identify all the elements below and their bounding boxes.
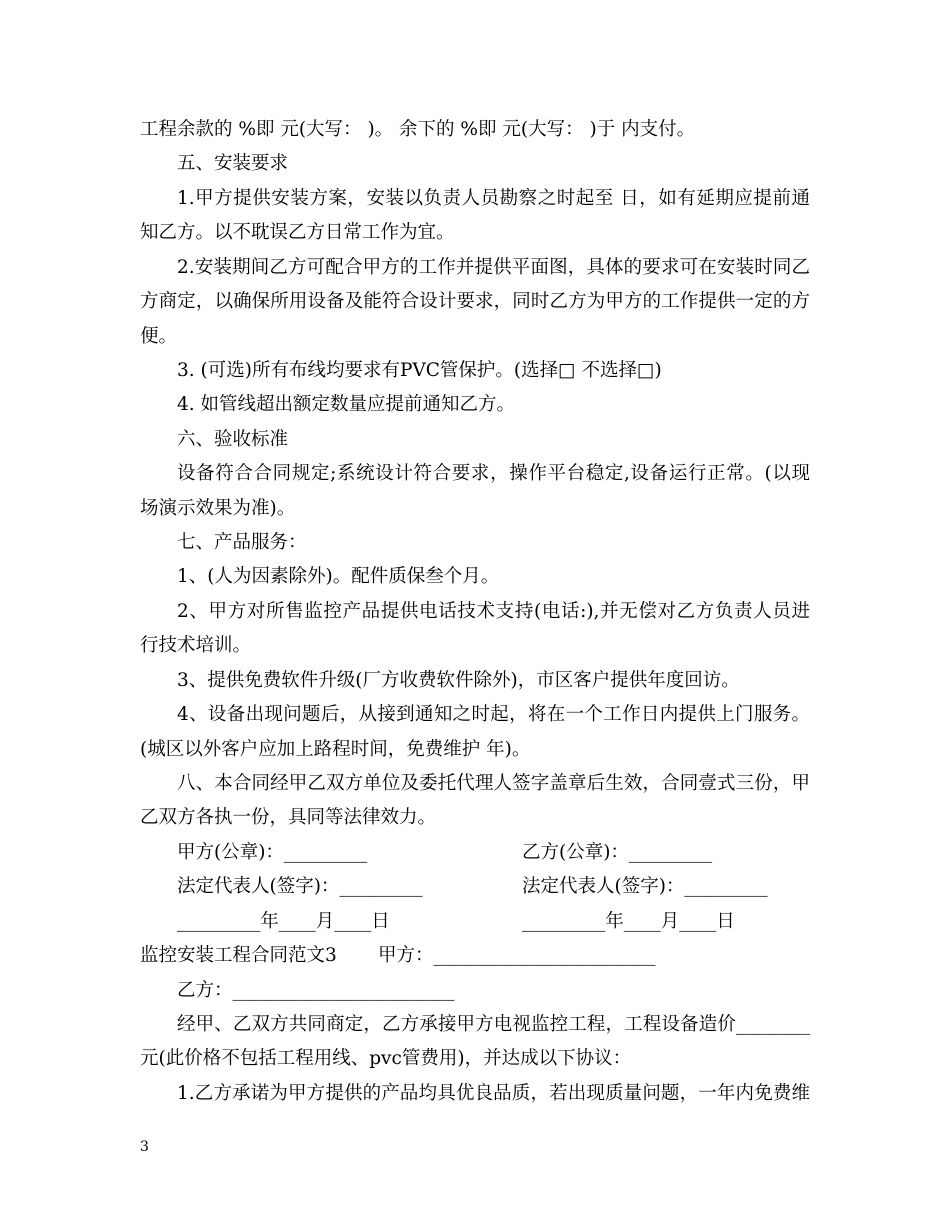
text-line: (城区以外客户应加上路程时间，免费维护 年)。: [140, 738, 531, 760]
text-line: 行技术培训。: [140, 635, 252, 657]
text-line: 元(此价格不包括工程用线、pvc管费用)，并达成以下协议：: [140, 1048, 632, 1070]
text-line: 2.安装期间乙方可配合甲方的工作并提供平面图，具体的要求可在安装时同乙: [177, 256, 810, 278]
party-a-seal-field: 甲方(公章)：_________: [177, 841, 368, 863]
party-b-seal-field: 乙方(公章)：_________: [522, 841, 713, 863]
text-line: 八、本合同经甲乙双方单位及委托代理人签字盖章后生效，合同壹式三份，甲: [177, 773, 810, 795]
text-line: 经甲、乙双方共同商定，乙方承接甲方电视监控工程，工程设备造价________: [177, 1013, 810, 1035]
text-line: 1.乙方承诺为甲方提供的产品均具优良品质，若出现质量问题，一年内免费维: [177, 1082, 810, 1104]
party-a-representative-field: 法定代表人(签字)：_________: [177, 876, 423, 898]
text-line: 方商定，以确保所用设备及能符合设计要求，同时乙方为甲方的工作提供一定的方: [140, 291, 810, 313]
section-heading-service: 七、产品服务：: [177, 532, 307, 554]
signature-row-seal: [140, 836, 810, 870]
page-number: 3: [140, 1139, 149, 1155]
party-b-representative-field: 法定代表人(签字)：_________: [522, 876, 768, 898]
text-line: 4、设备出现问题后，从接到通知之时起，将在一个工作日内提供上门服务。: [177, 704, 810, 726]
signature-row-date: [140, 905, 810, 939]
contract3-party-b-field: 乙方：________________________: [177, 979, 455, 1001]
contract3-title-row: [140, 939, 810, 973]
text-line: 知乙方。以不耽误乙方日常工作为宜。: [140, 222, 455, 244]
signature-row-representative: [140, 870, 810, 904]
text-line: 2、甲方对所售监控产品提供电话技术支持(电话:),并无偿对乙方负责人员进: [177, 600, 810, 622]
text-line: 便。: [140, 325, 178, 347]
text-line: 1.甲方提供安装方案，安装以负责人员勘察之时起至 日，如有延期应提前通: [177, 187, 810, 209]
text-line: 工程余款的 %即 元(大写： )。 余下的 %即 元(大写： )于 内支付。: [140, 119, 696, 140]
contract3-party-a-field: 甲方：________________________: [378, 945, 656, 967]
section-heading-installation: 五、安装要求: [177, 153, 289, 175]
text-line: 4. 如管线超出额定数量应提前通知乙方。: [177, 394, 516, 416]
text-line: 乙双方各执一份，具同等法律效力。: [140, 807, 437, 829]
text-line: 场演示效果为准)。: [140, 497, 296, 519]
text-line: 3、提供免费软件升级(厂方收费软件除外)，市区客户提供年度回访。: [177, 669, 740, 691]
text-line: 1、(人为因素除外)。配件质保叁个月。: [177, 566, 500, 588]
contract3-title: 监控安装工程合同范文3: [140, 945, 337, 967]
section-heading-acceptance: 六、验收标准: [177, 428, 289, 450]
text-line: 3. (可选)所有布线均要求有PVC管保护。(选择□ 不选择□): [177, 359, 662, 381]
party-b-date-field: _________年____月____日: [522, 910, 735, 932]
document-body: [140, 113, 810, 1111]
party-a-date-field: _________年____月____日: [177, 910, 390, 932]
text-line: 设备符合合同规定;系统设计符合要求，操作平台稳定,设备运行正常。(以现: [177, 463, 810, 485]
